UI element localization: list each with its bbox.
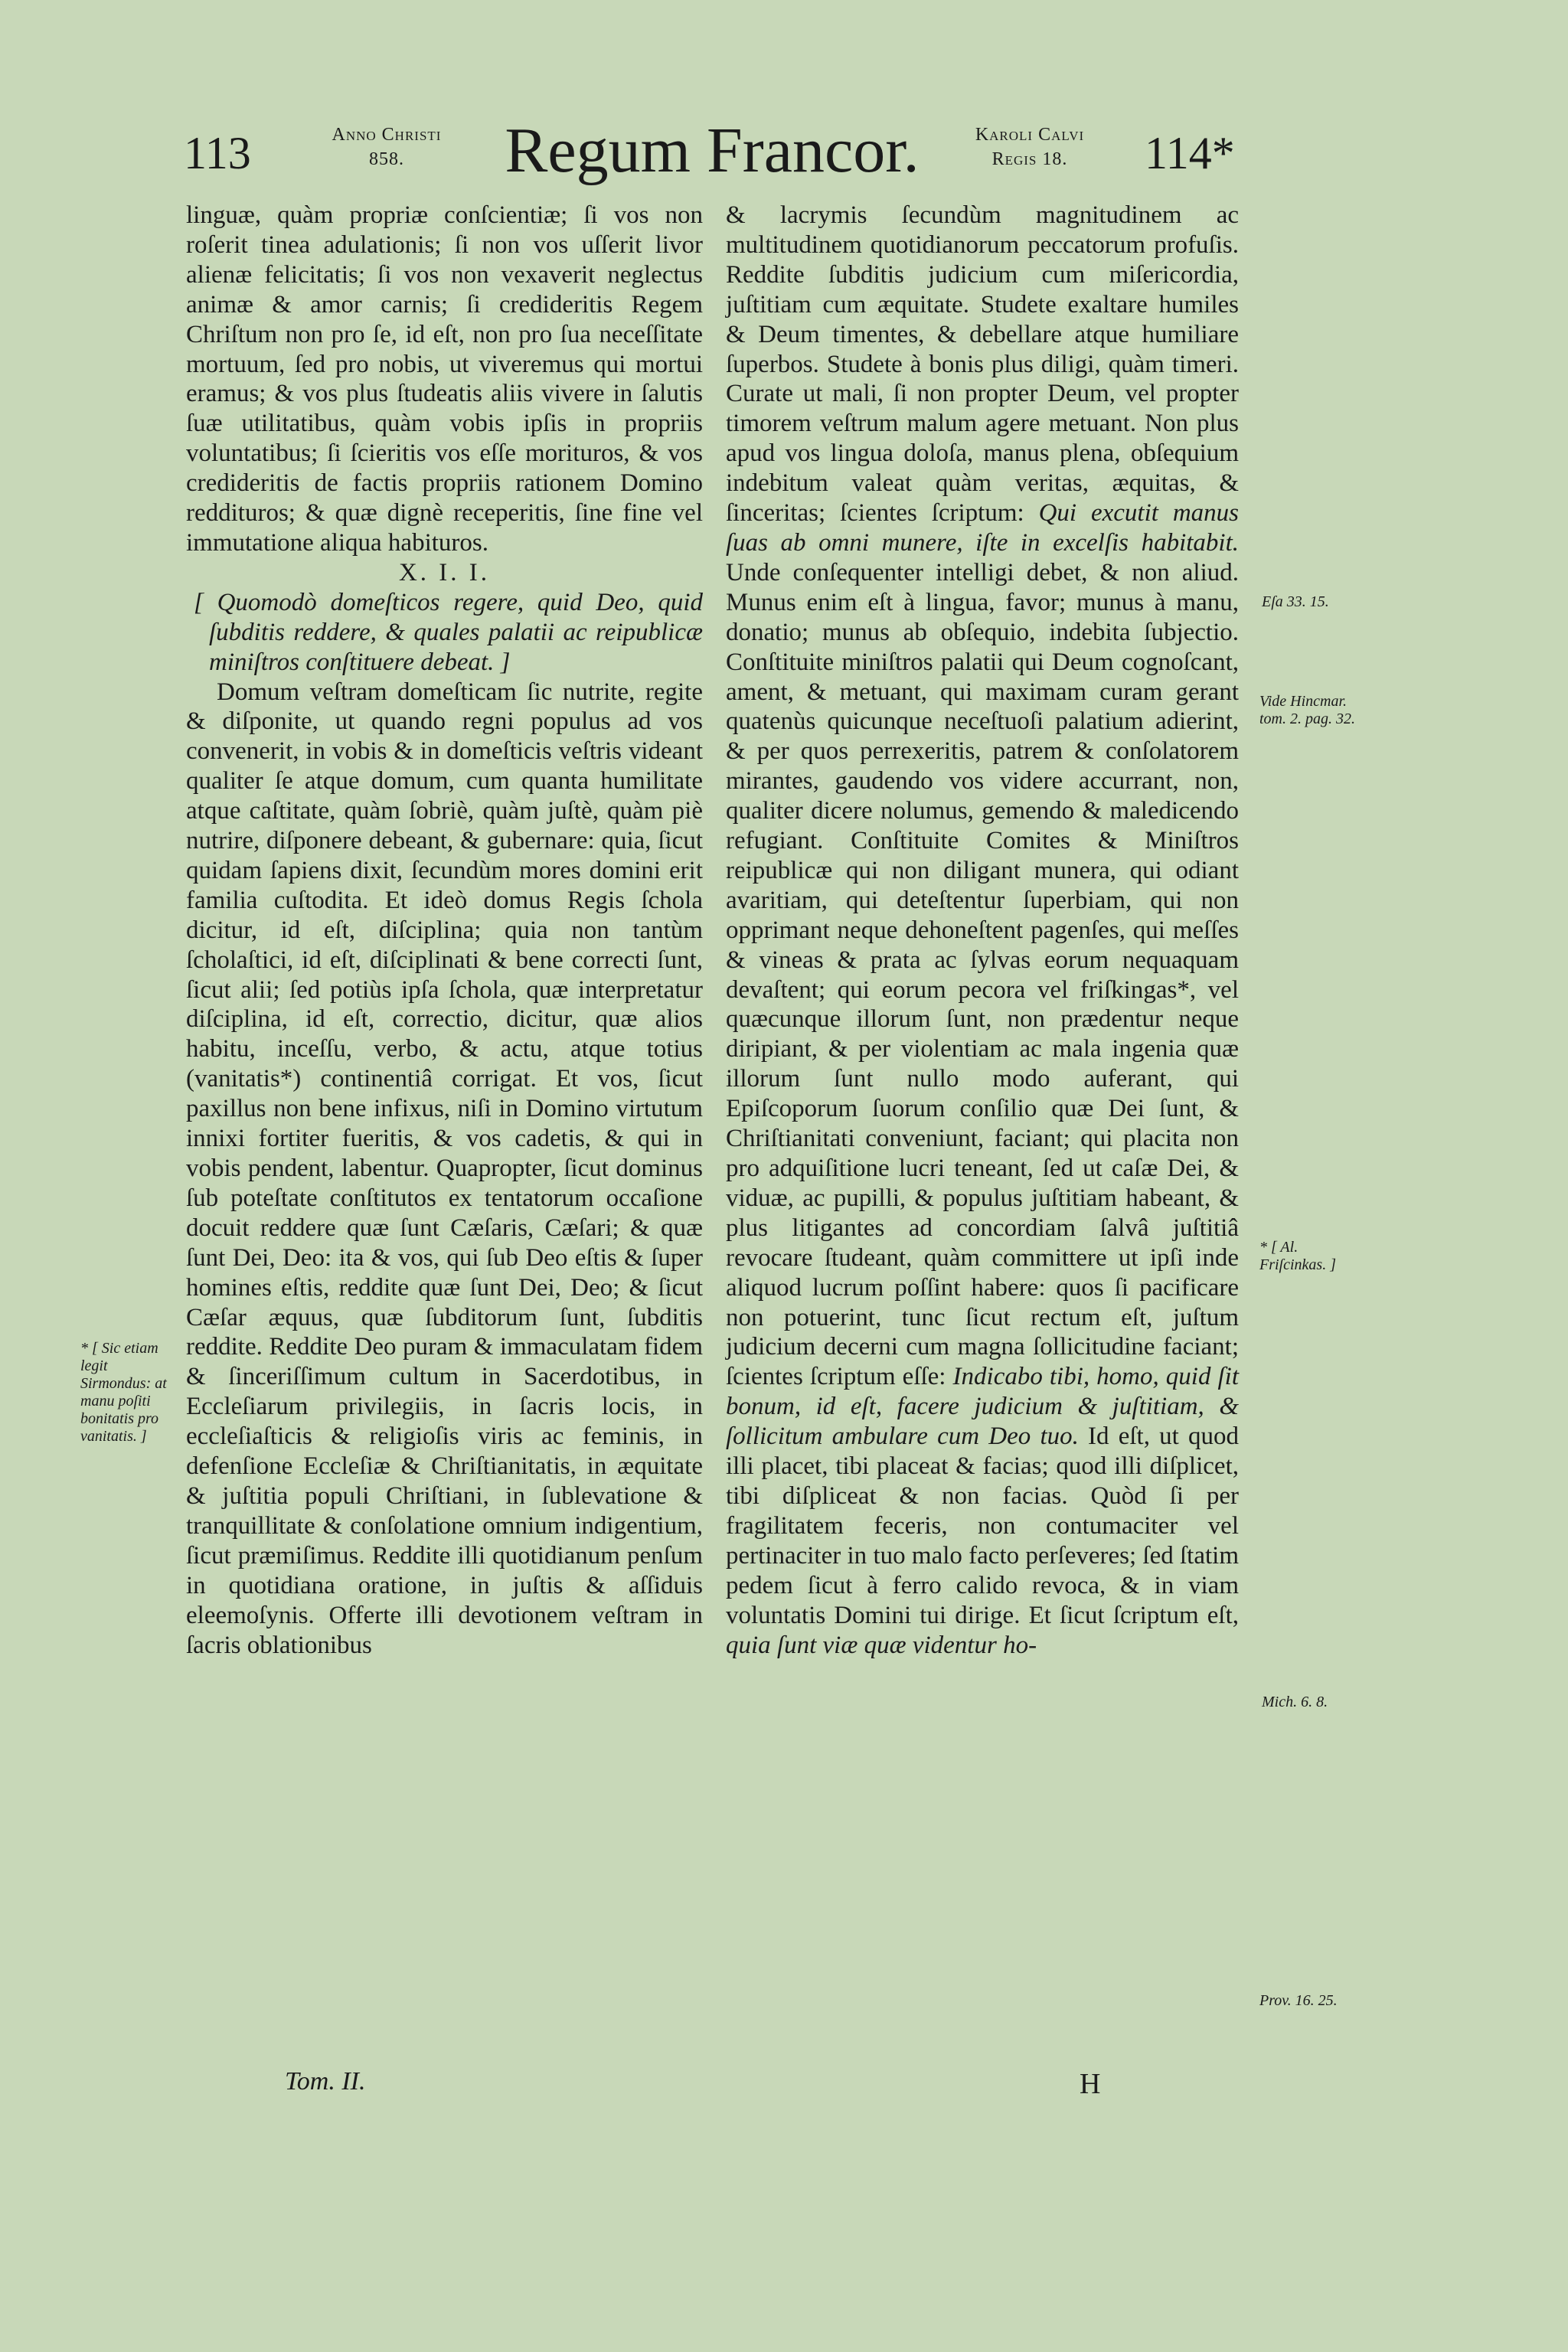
page-number-right: 114* (1145, 128, 1235, 178)
right-text-c: Id eſt, ut quod illi placet, tibi placeat & facias; quod illi diſplicet, tibi diſpliceat & non facias. Quòd ſi per fragilitatem feceris, non contumaciter vel pertinaciter in tuo malo facto perſeveres; ſed ſtatim pedem ſicut à ferro calido revoca, & in viam voluntatis Domini tui dirige. Et ſicut ſcriptum eſt, (726, 1423, 1239, 1629)
running-head-reign (938, 122, 1122, 172)
section-summary: [ Quomodò domeſticos regere, quid Deo, quid ſubditis reddere, & quales palatii ac reipublicæ miniſtros conſtituere debeat. ] (194, 588, 703, 676)
running-title: Regum Francor. (505, 115, 920, 186)
anno-christi-label: Anno Christi (332, 125, 442, 145)
margin-note-al-friscinkas: * [ Al. Friſcinkas. ] (1259, 1239, 1336, 1273)
signature-mark-left: Tom. II. (285, 2067, 366, 2096)
scripture-quote-1: Qui excutit manus ſuas ab omni munere, iſte in excelſis habitabit. (726, 499, 1240, 557)
signature-mark-right: H (1080, 2068, 1101, 2100)
king-name: Karoli Calvi (975, 125, 1085, 145)
margin-note-prov: Prov. 16. 25. (1259, 1992, 1338, 2009)
margin-note-vide-hincmar: Vide Hincmar. tom. 2. pag. 32. (1259, 693, 1355, 727)
right-text-b: Unde conſequenter intelligi debet, & non aliud. Munus enim eſt à lingua, favor; munus à manu, donatio; munus ab obſequio, indebita ſubjectio. Conſtituite miniſtros palatii qui Deum cognoſcant, ament, & metuant, qui maximam curam gerant quatenùs quicunque neceſtuoſi palatium adierint, & per quos perrexeritis, patrem & conſolatorem mirantes, gaudendo vos videre accurrant, non, qualiter dicere nolumus, gemendo & maledicendo refugiant. Conſtituite Comites & Miniſtros reipublicæ qui non diligant munera, qui odiant avaritiam, qui deteſtentur ſuperbiam, qui non opprimant neque dehoneſtent pagenſes, qui meſſes & vineas & prata ac ſylvas eorum nequaquam devaſtent; qui eorum pecora vel friſkingas*, vel quæcunque illorum ſunt, non prædentur neque diripiant, & per violentiam ac mala ingenia quæ illorum ſunt nullo modo auferant, qui Epiſcoporum ſuorum conſilio quæ Dei ſunt, & Chriſtianitati conveniunt, faciant; qui placita non pro adquiſitione lucri teneant, ſed ut caſæ Dei, & viduæ, ac pupilli, & populus juſtitiam habeant, & plus litigantes ad concordiam ſalvâ juſtitiâ revocare ſtudeant, quàm committere ut ipſi inde aliquod lucrum poſſint habere: quos ſi pacificare non potuerint, tunc ſicut rectum eſt, juſtum judicium decerni cum magna ſollicitudine faciant; ſcientes ſcriptum eſſe: (726, 558, 1239, 1391)
year-value: 858. (369, 149, 404, 170)
reign-year: Regis 18. (991, 149, 1068, 170)
left-paragraph-1: linguæ, quàm propriæ conſcientiæ; ſi vos non roſerit tinea adulationis; ſi non vos uſſerit livor alienæ felicitatis; ſi vos non vexaverit neglectus animæ & amor carnis; ſi credideritis Regem Chriſtum non pro ſe, id eſt, non pro ſua neceſſitate mortuum, ſed pro nobis, ut viveremus qui mortui eramus; & vos plus ſtudeatis aliis vivere in ſalutis ſuæ utilitatibus, quàm vobis ipſis in propriis voluntatibus; ſi ſcieritis vos eſſe morituros, & vos credideritis de factis propriis rationem Domino reddituros; & quæ dignè receperitis, ſine fine vel immutatione aliqua habituros. (186, 201, 703, 557)
section-number: X. I. I. (398, 558, 491, 586)
right-column (726, 201, 1239, 1660)
left-paragraph-2: Domum veſtram domeſticam ſic nutrite, regite & diſponite, ut quando regni populus ad vos convenerit, in vobis & in domeſticis veſtris videant qualiter ſe atque domum, cum quanta humilitate atque caſtitate, quàm ſobriè, quàm juſtè, quàm piè nutrire, diſponere debeant, & gubernare: quia, ſicut quidam ſapiens dixit, ſecundùm mores domini erit familia cuſtodita. Et ideò domus Regis ſchola dicitur, id eſt, diſciplina; quia non tantùm ſcholaſtici, id eſt, diſciplinati & bene correcti ſunt, ſicut alii; ſed potiùs ipſa ſchola, quæ interpretatur diſciplina, id eſt, correctio, dicitur, quæ alios habitu, inceſſu, verbo, & actu, atque totius (vanitatis*) continentiâ corrigat. Et vos, ſicut paxillus non bene infixus, niſi in Domino virtutum innixi fortiter fueritis, & vos cadetis, & qui in vobis pendent, labentur. Quapropter, ſicut dominus ſub poteſtate conſtitutos ex tentatorum occaſione docuit reddere quæ ſunt Cæſaris, Cæſari; & quæ ſunt Dei, Deo: ita & vos, qui ſub Deo eſtis & ſuper homines eſtis, reddite quæ ſunt Dei, Deo; & ſicut Cæſar æquus, quæ ſubditorum ſunt, ſubditis reddite. Reddite Deo puram & immaculatam fidem & ſinceriſſimum cultum in Sacerdotibus, in Eccleſiarum privilegiis, in ſacris locis, in eccleſiaſticis & religioſis viris ac feminis, in defenſione Eccleſiæ & Chriſtianitatis, in æquitate & juſtitia populi Chriſtiani, in ſublevatione & tranquillitate & conſolatione omnium indigentium, ſicut præmiſimus. Reddite illi quotidianum penſum in quotidiana oratione, in juſtis & aſſiduis eleemoſynis. Offerte illi devotionem veſtram in ſacris oblationibus (186, 678, 703, 1659)
right-paragraph (726, 201, 1239, 1660)
scripture-quote-2: Indicabo tibi, homo, quid ſit bonum, id eſt, facere judicium & juſtitiam, & ſollicitum ambulare cum Deo tuo. (726, 1363, 1239, 1451)
scripture-quote-3: quia ſunt viæ quæ videntur ho- (726, 1631, 1037, 1659)
right-text-a: & lacrymis ſecundùm magnitudinem ac multitudinem quotidianorum peccatorum profuſis. Reddite ſubditis judicium cum miſericordia, juſtitiam cum æquitate. Studete exaltare humiles & Deum timentes, & debellare atque humiliare ſuperbos. Studete à bonis plus diligi, quàm timeri. Curate ut mali, ſi non propter Deum, vel propter timorem veſtrum malum agere metuant. Non plus apud vos lingua doloſa, manus plena, obſequium indebitum valeat quàm veritas, æquitas, & ſinceritas; ſcientes ſcriptum: (726, 201, 1239, 528)
margin-note-esa: Eſa 33. 15. (1262, 593, 1329, 610)
running-head-year (295, 122, 479, 172)
left-column (186, 201, 703, 1660)
margin-note-mich: Mich. 6. 8. (1262, 1694, 1328, 1710)
page-number-left: 113 (184, 128, 251, 178)
margin-note-sic-etiam: * [ Sic etiam legit Sirmondus: at manu poſiti bonitatis pro vanitatis. ] (80, 1340, 167, 1445)
